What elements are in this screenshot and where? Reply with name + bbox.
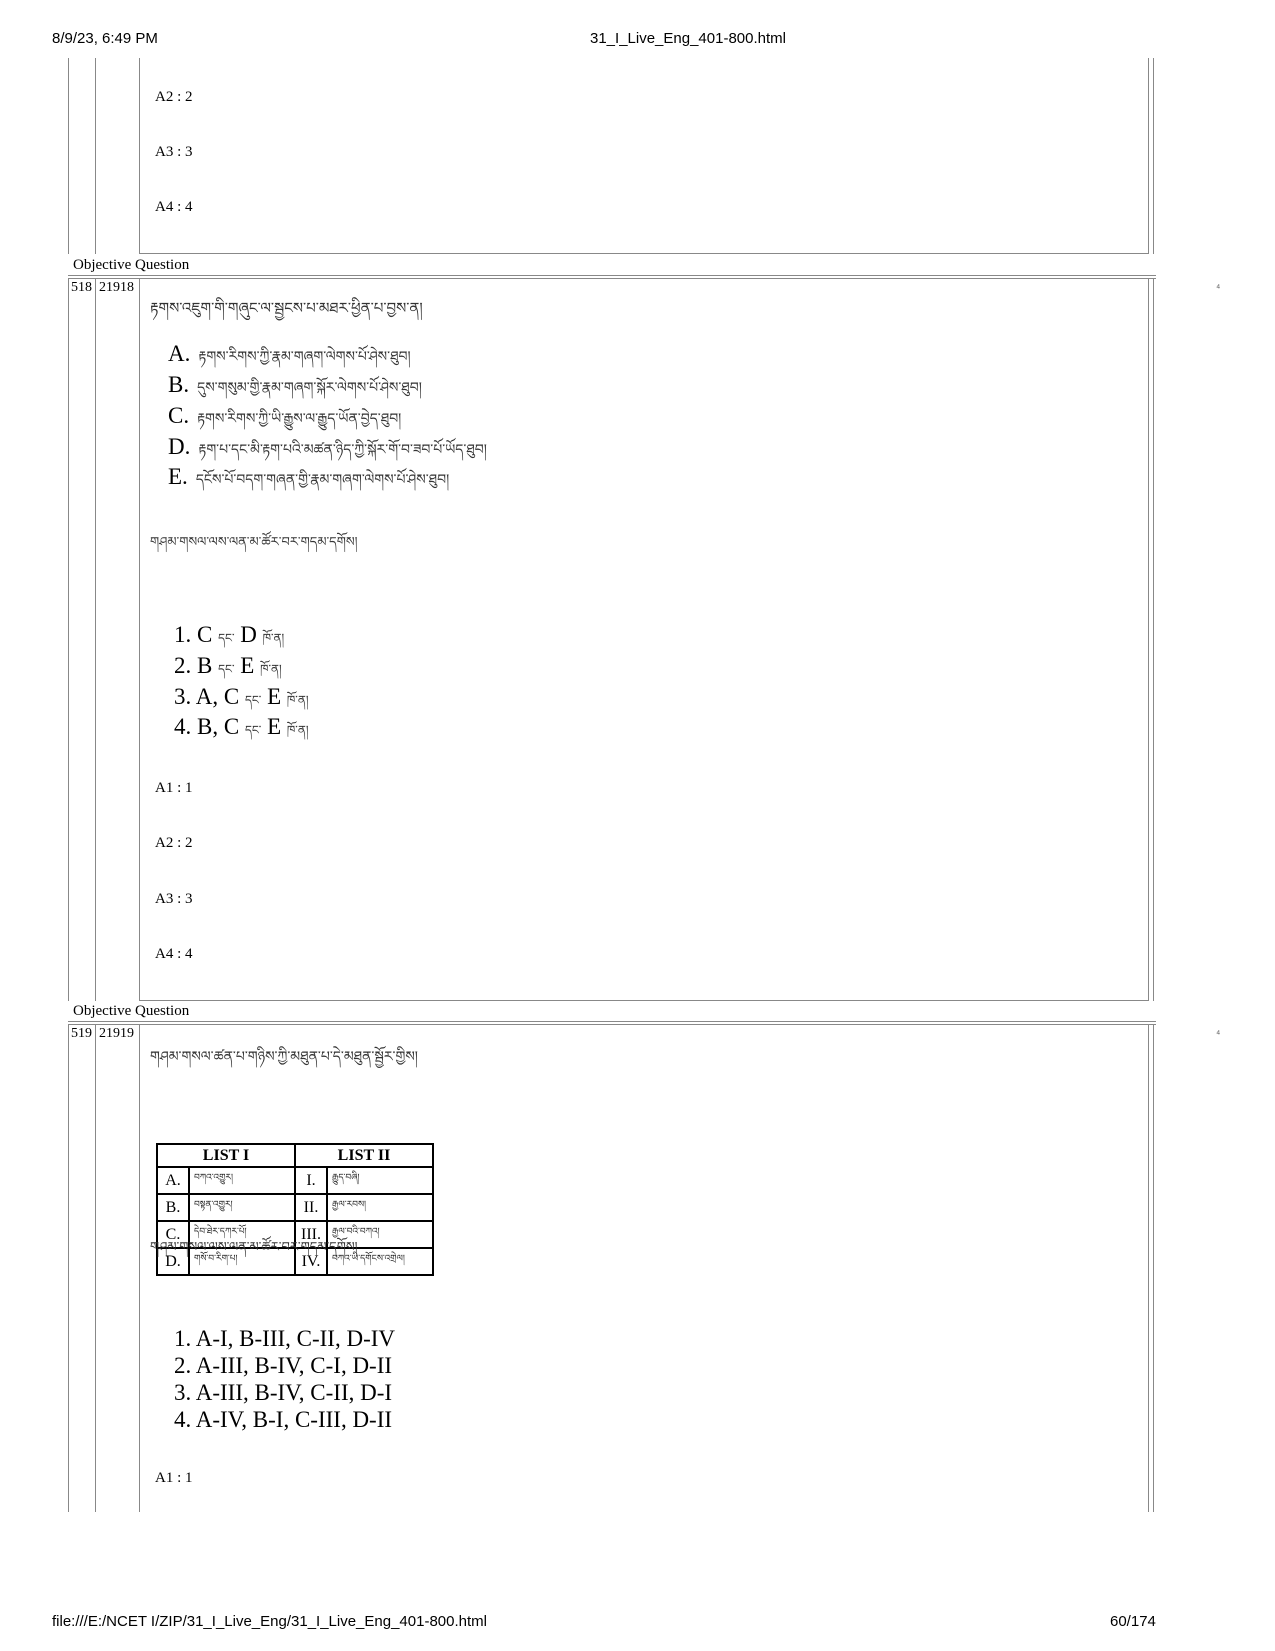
table-row: B. བསྟན་འགྱུར། II. རྒྱལ་རབས། (157, 1194, 433, 1221)
list-2-header: LIST II (295, 1144, 433, 1167)
table-border (139, 253, 1149, 254)
choice-item: 4. B, C དང་ E ཁོ་ན། (174, 714, 309, 739)
section-label: Objective Question (73, 1003, 190, 1019)
question-number: 518 (71, 280, 92, 295)
clipped-edge-mark: ⁴ (1216, 1029, 1221, 1040)
question-number: 519 (71, 1026, 92, 1041)
statement-option (168, 463, 449, 503)
table-border (95, 278, 96, 1001)
table-border (1148, 58, 1149, 254)
instruction-text: གཤམ་གསལ་ལས་ལན་མ་ཚོར་བར་གདམ་དགོས། (150, 1240, 358, 1255)
table-border (1148, 278, 1149, 1001)
section-label: Objective Question (73, 257, 190, 273)
question-text: རྟགས་འཇུག་གི་གཞུང་ལ་སྦྱངས་པ་མཐར་ཕྱིན་པ་བྱས་ན། (150, 299, 423, 317)
clipped-edge-mark: ⁴ (1216, 283, 1221, 294)
table-border (68, 278, 69, 1001)
answer-option: A2 : 2 (155, 835, 193, 851)
choice-item: 3. A-III, B-IV, C-II, D-I (174, 1380, 393, 1405)
choice-item: 2. B དང་ E ཁོ་ན། (174, 653, 282, 678)
table-border (139, 278, 140, 1001)
table-border (68, 1024, 69, 1512)
table-border (139, 1024, 140, 1512)
answer-option: A4 : 4 (155, 946, 193, 962)
choice-item: 3. A, C དང་ E ཁོ་ན། (174, 684, 309, 709)
list-1-header: LIST I (157, 1144, 295, 1167)
answer-option: A3 : 3 (155, 144, 193, 160)
question-id: 21919 (99, 1026, 134, 1041)
statement-label: B. (168, 372, 190, 397)
statement-text: དངོས་པོ་བདག་གཞན་གྱི་རྣམ་གཞག་ལེགས་པོ་ཤེས་ཐུབ། (195, 472, 450, 488)
table-border (68, 58, 69, 254)
table-border (1148, 1024, 1149, 1512)
answer-option: A2 : 2 (155, 89, 193, 105)
table-border (68, 278, 1156, 279)
table-border (68, 275, 1156, 276)
question-id: 21918 (99, 280, 134, 295)
choice-item: 2. A-III, B-IV, C-I, D-II (174, 1353, 393, 1378)
statement-label: D. (168, 434, 191, 459)
table-border (95, 1024, 96, 1512)
instruction-text: གཤམ་གསལ་ལས་ལན་མ་ཚོར་བར་གདམ་དགོས། (150, 535, 358, 550)
statement-label: A. (168, 341, 191, 366)
table-border (1153, 278, 1154, 1001)
answer-option: A4 : 4 (155, 199, 193, 215)
statement-text: རྟགས་རིགས་ཀྱི་རྣམ་གཞག་ལེགས་པོ་ཤེས་ཐུབ། (198, 349, 411, 365)
table-row: D. གསོ་བ་རིག་པ། IV. བཀའ་ཡི་དགོངས་འགྲེལ། (157, 1248, 433, 1275)
statement-text: རྟག་པ་དང་མི་རྟག་པའི་མཚན་ཉིད་ཀྱི་སྐོར་གོ་བ་ཟབ་པོ་ཡོད་ཐུབ། (198, 442, 487, 458)
print-file-path: file:///E:/NCET I/ZIP/31_I_Live_Eng/31_I_Live_Eng_401-800.html (52, 1613, 487, 1630)
statement-text: དུས་གསུམ་གྱི་རྣམ་གཞག་སྐོར་ལེགས་པོ་ཤེས་ཐུབ། (197, 380, 422, 396)
answer-option: A1 : 1 (155, 1470, 193, 1486)
answer-option: A3 : 3 (155, 891, 193, 907)
statement-label: C. (168, 403, 190, 428)
table-border (139, 1000, 1149, 1001)
table-border (1153, 58, 1154, 254)
table-row: A. བཀའ་འགྱུར། I. རྒྱུད་བཞི། (157, 1167, 433, 1194)
table-border (68, 1021, 1156, 1022)
print-page-number: 60/174 (1110, 1613, 1156, 1630)
table-border (68, 1024, 1156, 1025)
question-text: གཤམ་གསལ་ཚན་པ་གཉིས་ཀྱི་མཐུན་པ་དེ་མཐུན་སྦྱོར་གྱིས། (150, 1049, 418, 1065)
print-datetime: 8/9/23, 6:49 PM (52, 30, 158, 47)
answer-option: A1 : 1 (155, 780, 193, 796)
table-row: C. དེབ་ཐེར་དཀར་པོ། III. རྒྱལ་བའི་བཀའ། (157, 1221, 433, 1248)
choice-item: 1. A-I, B-III, C-II, D-IV (174, 1326, 395, 1351)
table-border (1153, 1024, 1154, 1512)
print-title: 31_I_Live_Eng_401-800.html (590, 30, 786, 47)
statement-label: E. (168, 464, 188, 489)
table-border (95, 58, 96, 254)
choice-item: 4. A-IV, B-I, C-III, D-II (174, 1407, 393, 1432)
statement-text: རྟགས་རིགས་ཀྱི་ཡི་རྒྱུས་ལ་རྒྱུད་ཡོན་བྱེད་ཐུབ། (197, 411, 402, 427)
choice-item: 1. C དང་ D ཁོ་ན། (174, 622, 285, 647)
table-border (139, 58, 140, 254)
